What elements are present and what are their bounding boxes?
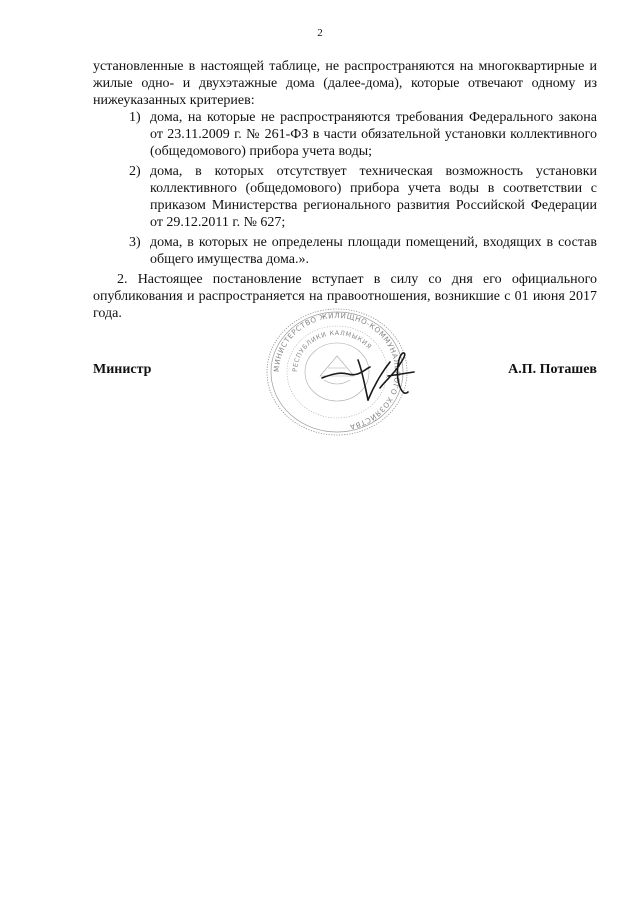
document-body (93, 58, 597, 322)
page-number: 2 (317, 27, 323, 39)
paragraph-effective-date: 2. Настоящее постановление вступает в силу со дня его официального опубликования и распространяется на правоотношения, возникшие с 01 июня 2017 года. (93, 272, 597, 321)
list-item (93, 163, 597, 231)
signatory-title: Министр (93, 362, 152, 377)
paragraph-intro: установленные в настоящей таблице, не распространяются на многоквартирные и жилые одно- и двухэтажные дома (далее-дома), которые отвечают одному из нижеуказанных критериев: (93, 59, 597, 108)
signatory-name: А.П. Поташев (508, 362, 597, 377)
list-item-number: 1) (129, 110, 141, 125)
criteria-list (93, 109, 597, 268)
list-item (93, 109, 597, 160)
list-item-text: дома, в которых не определены площади помещений, входящих в состав общего имущества дома.». (150, 235, 597, 267)
list-item (93, 234, 597, 268)
list-item-text: дома, на которые не распространяются требования Федерального закона от 23.11.2009 г. № 261-ФЗ в части обязательной установки коллективного (общедомового) прибора учета воды; (150, 110, 597, 159)
handwritten-signature (318, 350, 423, 405)
list-item-number: 3) (129, 235, 141, 250)
seal-outer-text: МИНИСТЕРСТВО ЖИЛИЩНО-КОММУНАЛЬНОГО ХОЗЯЙСТВА (271, 310, 403, 432)
seal-inner-text: РЕСПУБЛИКИ КАЛМЫКИЯ (290, 328, 374, 373)
list-item-text: дома, в которых отсутствует техническая возможность установки коллективного (общедомового) прибора учета воды в соответствии с приказом Министерства регионального развития Российской Федерации от 29.12.2011 г. № 627; (150, 164, 597, 230)
signature-graphic (318, 350, 423, 405)
list-item-number: 2) (129, 164, 141, 179)
